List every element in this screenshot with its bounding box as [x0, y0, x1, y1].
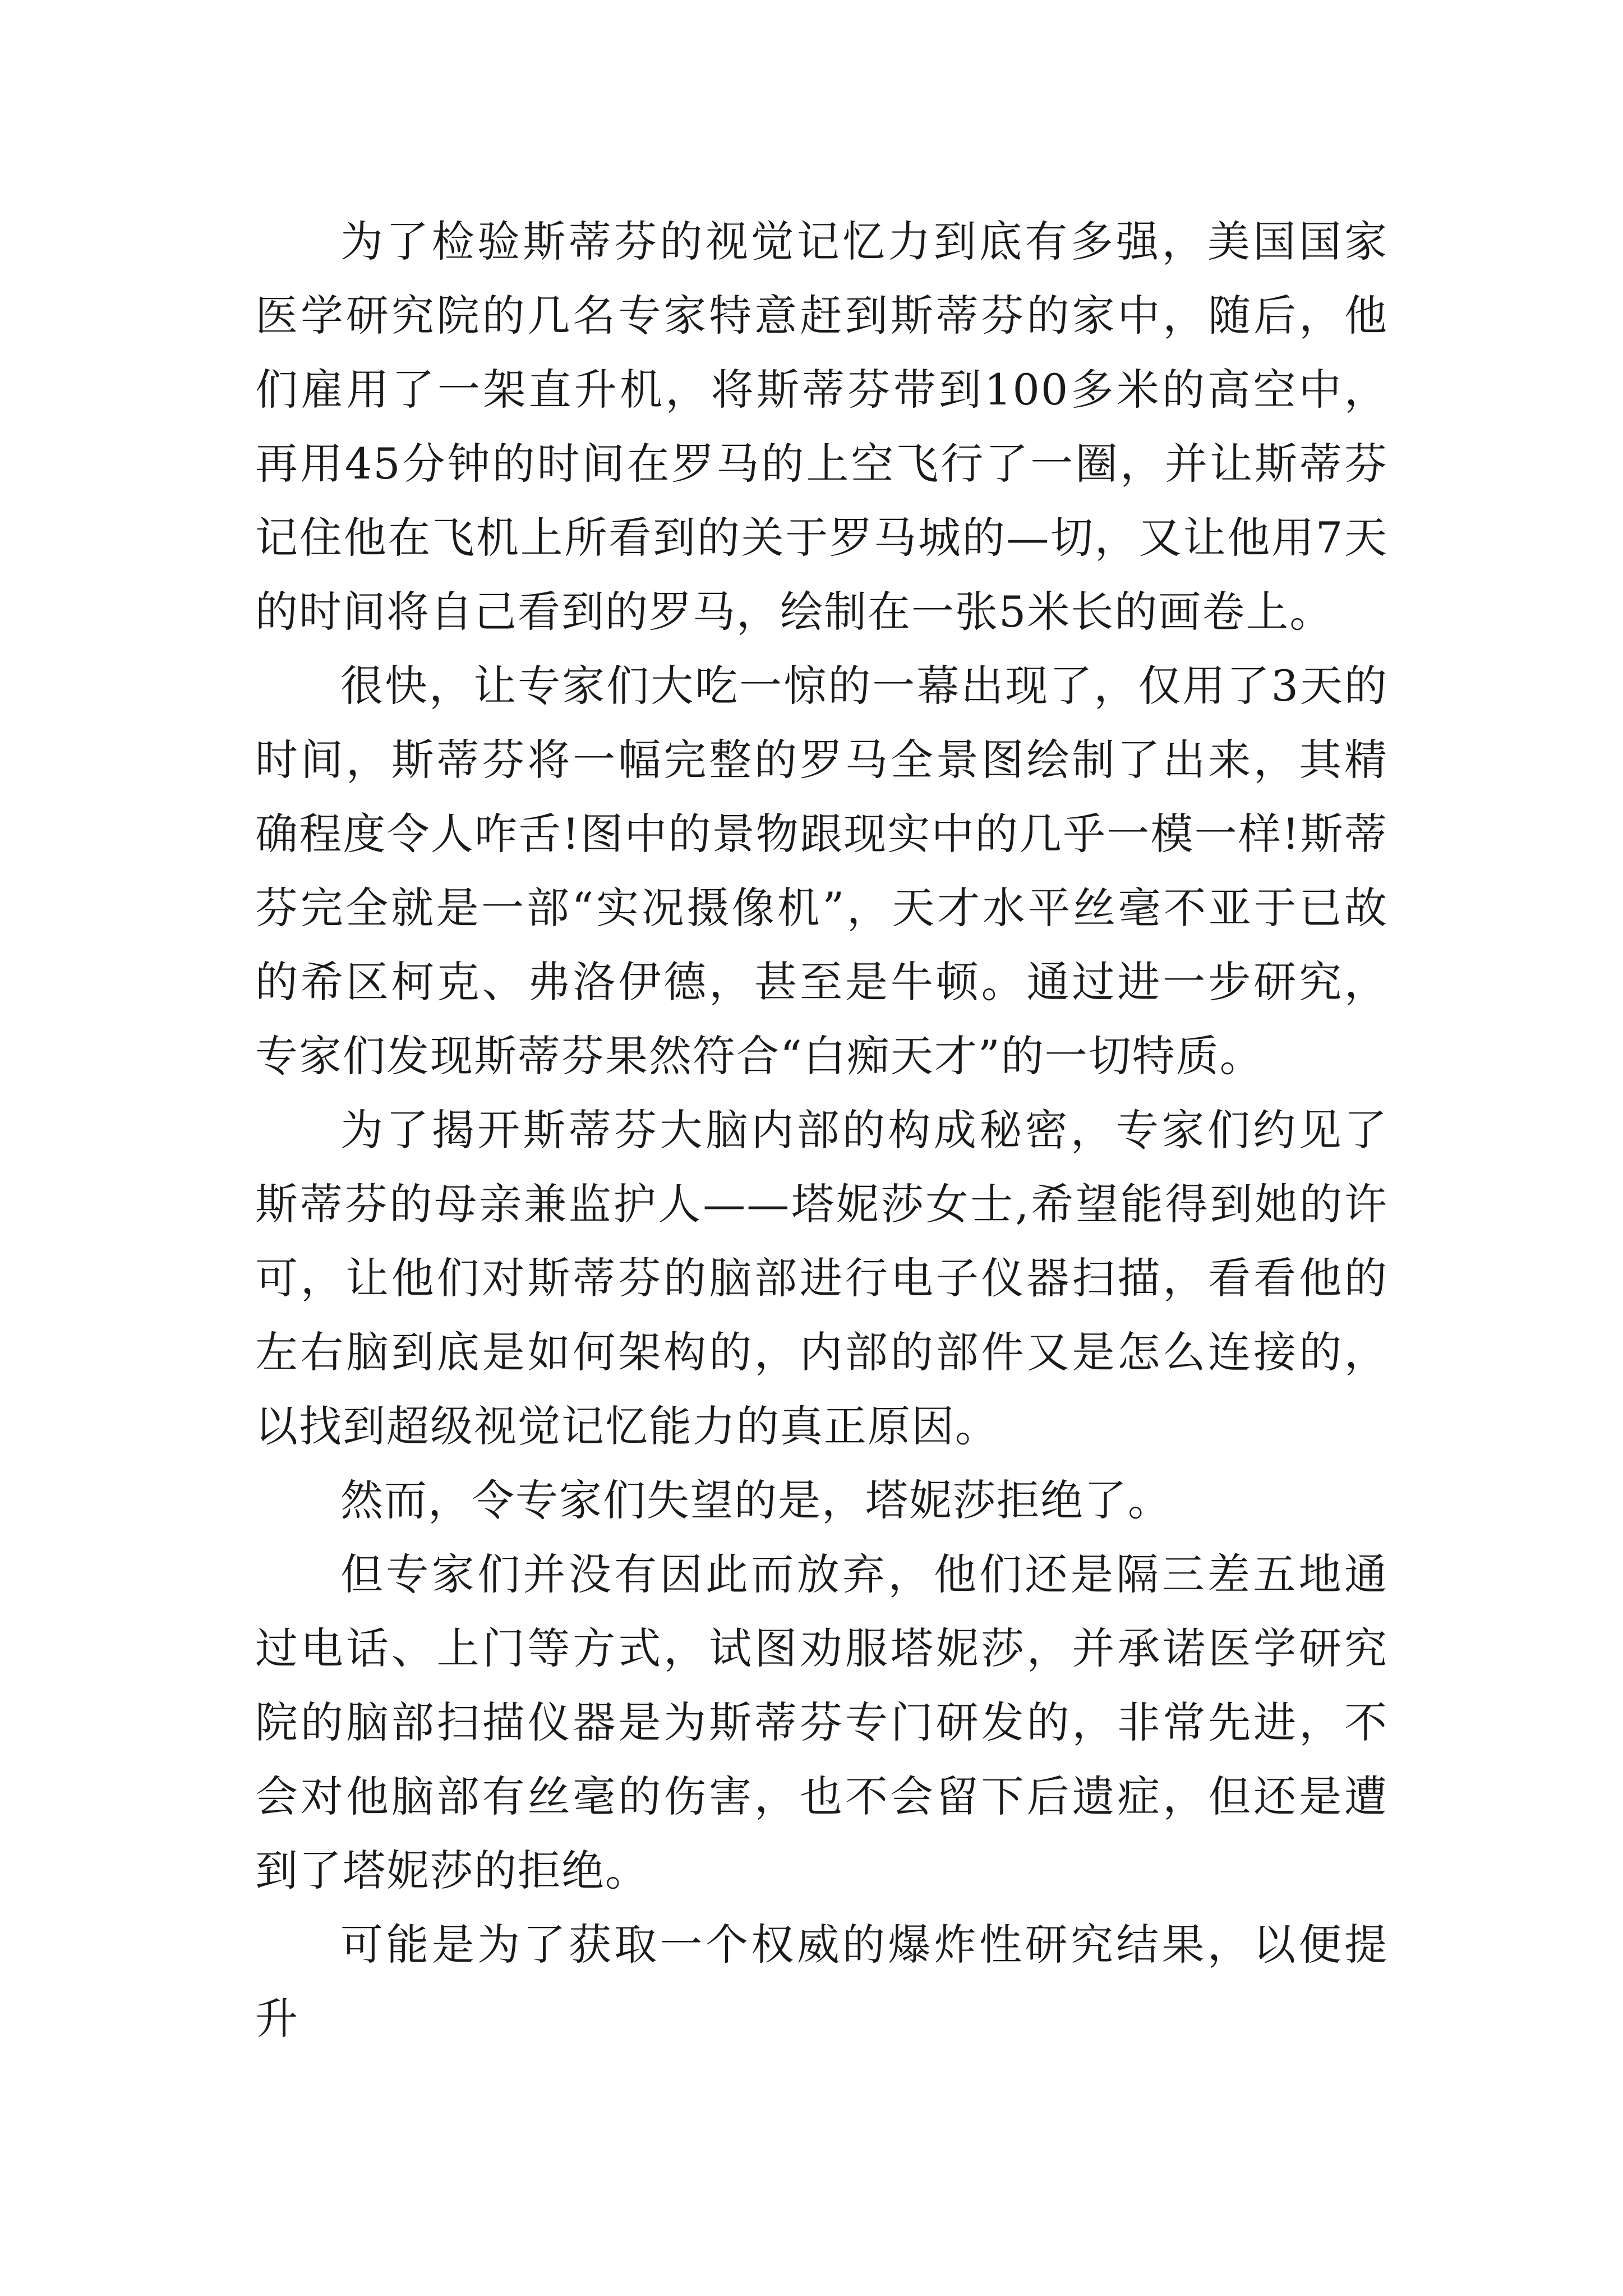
paragraph-4: 然而，令专家们失望的是，塔妮莎拒绝了。	[340, 1475, 1172, 1525]
paragraph-3: 为了揭开斯蒂芬大脑内部的构成秘密，专家们约见了斯蒂芬的母亲兼监护人——塔妮莎女士,希望能得到她的许可，让他们对斯蒂芬的脑部进行电子仪器扫描，看看他的左右脑到底是如何架构的，内部的部件又是怎么连接的，以找到超级视觉记忆能力的真正原因。	[255, 1105, 1388, 1451]
paragraph-1: 为了检验斯蒂芬的视觉记忆力到底有多强，美国国家医学研究院的几名专家特意赶到斯蒂芬的家中，随后，他们雇用了一架直升机，将斯蒂芬带到100多米的高空中，再用45分钟的时间在罗马的上空飞行了一圈，并让斯蒂芬记住他在飞机上所看到的关于罗马城的—切，又让他用7天的时间将自己看到的罗马，绘制在一张5米长的画卷上。	[255, 217, 1388, 637]
body-text	[255, 205, 1388, 2056]
paragraph-5: 但专家们并没有因此而放弃，他们还是隔三差五地通过电话、上门等方式，试图劝服塔妮莎，并承诺医学研究院的脑部扫描仪器是为斯蒂芬专门研发的，非常先进，不会对他脑部有丝毫的伤害，也不会留下后遗症，但还是遭到了塔妮莎的拒绝。	[255, 1549, 1388, 1895]
paragraph-6: 可能是为了获取一个权威的爆炸性研究结果，以便提升	[255, 1920, 1388, 2044]
paragraph-2: 很快，让专家们大吃一惊的一幕出现了，仅用了3天的时间，斯蒂芬将一幅完整的罗马全景图绘制了出来，其精确程度令人咋舌!图中的景物跟现实中的几乎一模一样!斯蒂芬完全就是一部“实况摄像机”，天才水平丝毫不亚于已故的希区柯克、弗洛伊德，甚至是牛顿。通过进一步研究，专家们发现斯蒂芬果然符合“白痴天才”的一切特质。	[255, 661, 1388, 1081]
